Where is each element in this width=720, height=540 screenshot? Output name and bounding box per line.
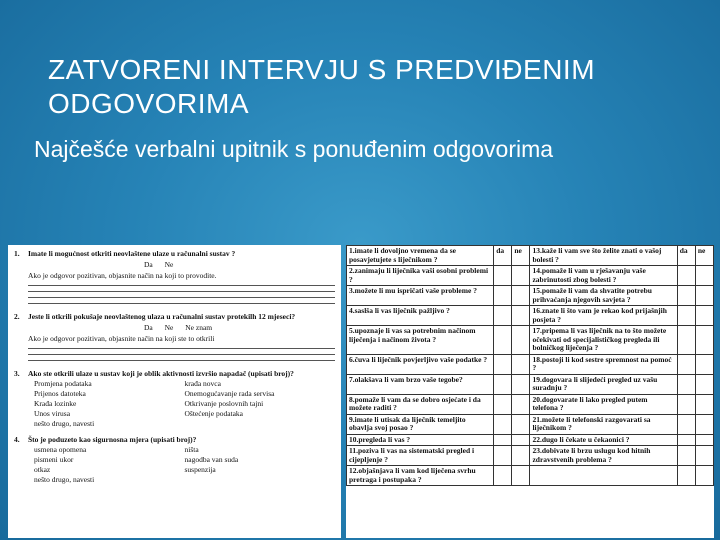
question-4 — [14, 435, 335, 485]
header-ne: ne — [512, 246, 530, 266]
answer-cell — [494, 414, 512, 434]
answer-cell — [677, 306, 695, 326]
answer-cell — [512, 326, 530, 355]
header-ne: ne — [695, 246, 713, 266]
answer-cell — [494, 306, 512, 326]
answer-cell — [695, 374, 713, 394]
question-2 — [14, 312, 335, 361]
option-label: Ne — [164, 260, 174, 269]
answer-cell — [512, 306, 530, 326]
question-number: 1. — [14, 249, 20, 258]
questionnaire-form-image — [8, 245, 341, 538]
table-row — [347, 466, 714, 486]
option-label: nagodba van suda — [184, 455, 239, 464]
answer-line — [28, 354, 335, 355]
question-number: 4. — [14, 435, 20, 444]
answer-cell — [512, 354, 530, 374]
answer-line — [28, 285, 335, 286]
table-row — [347, 286, 714, 306]
answer-cell — [695, 306, 713, 326]
answer-cell — [677, 446, 695, 466]
option-label: ništa — [184, 445, 199, 454]
table-row — [347, 434, 714, 446]
question-cell: 7.olakšava li vam brzo vaše tegobe? — [347, 374, 494, 394]
answer-cell — [494, 466, 512, 486]
question-cell: 18.postoji li kod sestre spremnost na pomoć ? — [530, 354, 677, 374]
answer-cell — [512, 286, 530, 306]
question-cell: 17.pripema li vas liječnik na to što možete očekivati od specijalističkog pregleda ili bolničkog liječenja ? — [530, 326, 677, 355]
question-3 — [14, 369, 335, 429]
table-row — [347, 374, 714, 394]
answer-line — [28, 360, 335, 361]
answer-cell — [494, 434, 512, 446]
answer-cell — [695, 266, 713, 286]
answer-cell — [494, 446, 512, 466]
question-cell: 14.pomaže li vam u rješavanju vaše zabrinutosti zbog bolesti ? — [530, 266, 677, 286]
answer-cell — [512, 466, 530, 486]
option-label: Da — [144, 260, 153, 269]
question-cell: 11.poziva li vas na sistematski pregled i cijepljenje ? — [347, 446, 494, 466]
question-text: Jeste li otkrili pokušaje neovlaštenog ulaza u računalni sustav protekilh 12 mjeseci? — [28, 312, 296, 321]
option-label: suspenzija — [184, 465, 216, 474]
question-text: Imate li mogućnost otkriti neovlaštene ulaze u računalni sustav ? — [28, 249, 236, 258]
slide-title: ZATVORENI INTERVJU S PREDVIĐENIM ODGOVORIMA — [48, 53, 596, 119]
question-cell: 10.pregleda li vas ? — [347, 434, 494, 446]
answer-cell — [494, 266, 512, 286]
option-label: Oštećenje podataka — [184, 409, 244, 418]
answer-cell — [512, 266, 530, 286]
option-label: nešto drugo, navesti — [34, 475, 95, 484]
answer-cell — [695, 434, 713, 446]
question-note: Ako je odgovor pozitivan, objasnite način na koji to provodite. — [28, 271, 217, 280]
question-cell: 13.kaže li vam sve što želite znati o vašoj bolesti ? — [530, 246, 677, 266]
answer-cell — [512, 414, 530, 434]
header-da: da — [677, 246, 695, 266]
answer-cell — [494, 326, 512, 355]
table-row — [347, 394, 714, 414]
answer-cell — [695, 414, 713, 434]
option-label: Onemogućavanje rada servisa — [184, 389, 275, 398]
question-cell: 12.objašnjava li vam kod liječena svrhu pretraga i postupaka ? — [347, 466, 494, 486]
option-label: krađa novca — [184, 379, 221, 388]
table-row — [347, 266, 714, 286]
question-text: Ako ste otkrili ulaze u sustav koji je oblik aktivnosti izvršio napadač (upisati broj)? — [28, 369, 294, 378]
question-cell: 8.pomaže li vam da se dobro osjećate i da možete raditi ? — [347, 394, 494, 414]
answer-cell — [677, 414, 695, 434]
option-label: Promjena podataka — [34, 379, 92, 388]
answer-cell — [695, 286, 713, 306]
question-cell: 19.dogovara li slijedeći pregled uz vašu suradnju ? — [530, 374, 677, 394]
question-cell: 2.zanimaju li liječnika vaši osobni problemi ? — [347, 266, 494, 286]
answer-cell — [512, 374, 530, 394]
option-label: Ne znam — [185, 323, 213, 332]
question-cell: 9.imate li utisak da liječnik temeljito obavlja svoj posao ? — [347, 414, 494, 434]
answer-cell — [695, 394, 713, 414]
answer-cell — [677, 374, 695, 394]
answer-line — [28, 348, 335, 349]
answer-cell — [494, 354, 512, 374]
answer-cell — [677, 266, 695, 286]
question-number: 2. — [14, 312, 20, 321]
question-note: Ako je odgovor pozitivan, objasnite način na koji ste to otkrili — [28, 334, 215, 343]
answer-line — [28, 297, 335, 298]
question-cell: 6.čuva li liječnik povjerljivo vaše podatke ? — [347, 354, 494, 374]
answer-cell — [677, 466, 695, 486]
option-label: Prijenos datoteka — [34, 389, 86, 398]
option-label: Ne — [164, 323, 174, 332]
question-cell: 1.imate li dovoljno vremena da se posavjetujete s liječnikom ? — [347, 246, 494, 266]
question-cell: 5.upoznaje li vas sa potrebnim načinom liječenja i načinom života ? — [347, 326, 494, 355]
answer-cell — [494, 286, 512, 306]
option-label: pismeni ukor — [34, 455, 74, 464]
option-label: otkaz — [34, 465, 51, 474]
option-label: Da — [144, 323, 153, 332]
question-cell — [530, 466, 677, 486]
answer-cell — [494, 374, 512, 394]
slide-subtitle: Najčešće verbalni upitnik s ponuđenim odgovorima — [34, 136, 554, 162]
answer-cell — [695, 326, 713, 355]
answer-cell — [494, 394, 512, 414]
answer-line — [28, 303, 335, 304]
option-label: Krađa lozinke — [34, 399, 77, 408]
question-cell: 22.dugo li čekate u čekaonici ? — [530, 434, 677, 446]
question-cell: 3.možete li mu ispričati vaše probleme ? — [347, 286, 494, 306]
table-row — [347, 354, 714, 374]
question-cell: 16.znate li što vam je rekao kod prijašnjih posjeta ? — [530, 306, 677, 326]
question-cell: 15.pomaže li vam da shvatite potrebu prihvaćanja njegovih savjeta ? — [530, 286, 677, 306]
header-da: da — [494, 246, 512, 266]
table-row — [347, 306, 714, 326]
question-cell: 4.saslša li vas liječnik pažljivo ? — [347, 306, 494, 326]
table-row — [347, 446, 714, 466]
answer-cell — [695, 354, 713, 374]
survey-table — [346, 245, 714, 486]
question-number: 3. — [14, 369, 20, 378]
patient-survey-table-image — [346, 245, 714, 538]
option-label: Otkrivanje poslovnih tajni — [184, 399, 264, 408]
table-row — [347, 246, 714, 266]
answer-line — [28, 291, 335, 292]
answer-cell — [512, 434, 530, 446]
question-1 — [14, 249, 335, 304]
table-row — [347, 414, 714, 434]
option-label: Unos virusa — [34, 409, 71, 418]
answer-cell — [677, 394, 695, 414]
answer-cell — [677, 354, 695, 374]
option-label: usmena opomena — [34, 445, 87, 454]
answer-cell — [677, 434, 695, 446]
question-cell: 21.možete li telefonski razgovarati sa liječnikom ? — [530, 414, 677, 434]
question-cell: 20.dogovarate li lako pregled putem telefona ? — [530, 394, 677, 414]
answer-cell — [677, 326, 695, 355]
answer-cell — [512, 446, 530, 466]
table-row — [347, 326, 714, 355]
option-label: nešto drugo, navesti — [34, 419, 95, 428]
answer-cell — [512, 394, 530, 414]
answer-cell — [695, 446, 713, 466]
answer-cell — [695, 466, 713, 486]
answer-cell — [677, 286, 695, 306]
question-text: Što je poduzeto kao sigurnosna mjera (upisati broj)? — [28, 435, 197, 444]
question-cell: 23.dobivate li brzu uslugu kod hitnih zdravstvenih problema ? — [530, 446, 677, 466]
